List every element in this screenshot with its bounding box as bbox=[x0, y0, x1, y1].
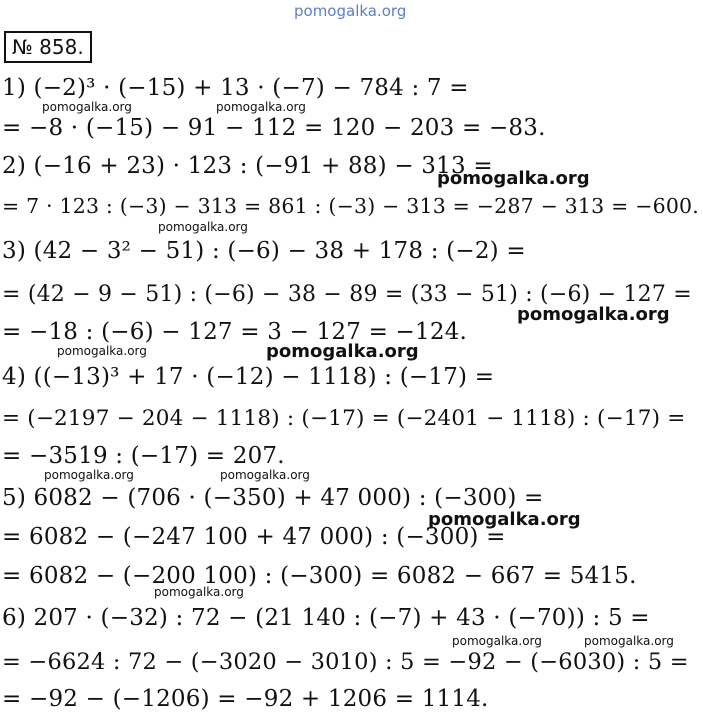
task-number-box: № 858. bbox=[4, 31, 92, 63]
solution-4-line-3: = −3519 : (−17) = 207. bbox=[2, 443, 285, 469]
watermark: pomogalka.org bbox=[154, 585, 244, 599]
solution-2-line-1: 2) (−16 + 23) · 123 : (−91 + 88) − 313 = bbox=[2, 153, 493, 179]
top-watermark: pomogalka.org bbox=[294, 2, 407, 20]
watermark: pomogalka.org bbox=[57, 344, 147, 358]
watermark: pomogalka.org bbox=[266, 341, 419, 362]
solution-3-line-1: 3) (42 − 3² − 51) : (−6) − 38 + 178 : (−2) = bbox=[2, 238, 526, 264]
solution-6-line-3: = −92 − (−1206) = −92 + 1206 = 1114. bbox=[2, 686, 489, 712]
solution-1-line-2: = −8 · (−15) − 91 − 112 = 120 − 203 = −83. bbox=[2, 115, 546, 141]
solution-6-line-2: = −6624 : 72 − (−3020 − 3010) : 5 = −92 − (−6030) : 5 = bbox=[2, 649, 689, 675]
solution-5-line-2: = 6082 − (−247 100 + 47 000) : (−300) = bbox=[2, 524, 506, 550]
solution-4-line-2: = (−2197 − 204 − 1118) : (−17) = (−2401 − 1118) : (−17) = bbox=[2, 406, 686, 431]
solution-5-line-3: = 6082 − (−200 100) : (−300) = 6082 − 667 = 5415. bbox=[2, 563, 637, 589]
solution-6-line-1: 6) 207 · (−32) : 72 − (21 140 : (−7) + 43 · (−70)) : 5 = bbox=[2, 605, 650, 631]
watermark: pomogalka.org bbox=[517, 304, 670, 325]
watermark: pomogalka.org bbox=[44, 468, 134, 482]
solution-4-line-1: 4) ((−13)³ + 17 · (−12) − 1118) : (−17) = bbox=[2, 364, 495, 390]
watermark: pomogalka.org bbox=[584, 634, 674, 648]
solution-1-line-1: 1) (−2)³ · (−15) + 13 · (−7) − 784 : 7 = bbox=[2, 75, 469, 101]
watermark: pomogalka.org bbox=[158, 220, 248, 234]
watermark: pomogalka.org bbox=[437, 168, 590, 189]
solution-5-line-1: 5) 6082 − (706 · (−350) + 47 000) : (−300) = bbox=[2, 485, 544, 511]
watermark: pomogalka.org bbox=[428, 509, 581, 530]
watermark: pomogalka.org bbox=[452, 634, 542, 648]
solution-2-line-2: = 7 · 123 : (−3) − 313 = 861 : (−3) − 313 = −287 − 313 = −600. bbox=[2, 194, 700, 218]
solution-3-line-2: = (42 − 9 − 51) : (−6) − 38 − 89 = (33 − 51) : (−6) − 127 = bbox=[2, 282, 692, 307]
solution-3-line-3: = −18 : (−6) − 127 = 3 − 127 = −124. bbox=[2, 319, 468, 345]
watermark: pomogalka.org bbox=[216, 100, 306, 114]
watermark: pomogalka.org bbox=[220, 468, 310, 482]
watermark: pomogalka.org bbox=[42, 100, 132, 114]
